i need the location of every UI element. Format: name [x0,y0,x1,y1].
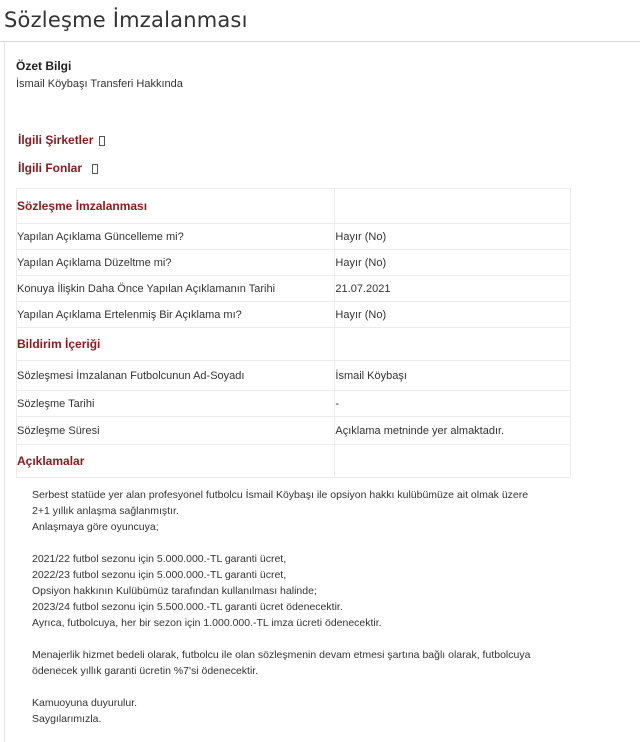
row-label: Sözleşme Süresi [17,417,335,445]
section-title-notes: Açıklamalar [17,454,85,468]
text-line: Ayrıca, futbolcuya, her bir sezon için 1.000.000.-TL imza ücreti ödenecektir. [32,617,382,629]
expand-icon [92,164,98,174]
related-funds-label: İlgili Fonlar [18,161,83,175]
text-line: 2+1 yıllık anlaşma sağlanmıştır. [32,505,179,517]
summary-text: İsmail Köybaşı Transferi Hakkında [16,78,183,90]
row-label: Konuya İlişkin Daha Önce Yapılan Açıklamanın Tarihi [17,276,335,302]
table-row [17,224,571,250]
text-line: Kamuoyuna duyurulur. [32,697,138,709]
text-line: 2022/23 futbol sezonu için 5.000.000.-TL garanti ücret, [32,569,287,581]
table-row [17,276,571,302]
text-line: Anlaşmaya göre oyuncuya; [32,521,159,533]
row-value: Hayır (No) [335,224,571,250]
table-row [17,391,571,417]
disclosure-table [16,188,571,478]
expand-icon [99,136,105,146]
row-value: Hayır (No) [335,302,571,328]
row-value: İsmail Köybaşı [335,361,571,391]
related-funds-link[interactable] [18,161,98,175]
row-value: Hayır (No) [335,250,571,276]
page-title: Sözleşme İmzalanması [4,8,248,32]
row-label: Yapılan Açıklama Ertelenmiş Bir Açıklama mı? [17,302,335,328]
row-value: 21.07.2021 [335,276,571,302]
table-row [17,361,571,391]
row-label: Yapılan Açıklama Düzeltme mi? [17,250,335,276]
section-header-row [17,328,571,361]
section-header-row [17,189,571,224]
text-line: Menajerlik hizmet bedeli olarak, futbolcu ile olan sözleşmenin devam etmesi şartına bağlı olarak, futbolcuya [32,649,531,661]
related-companies-link[interactable] [18,133,105,147]
section-header-row [17,445,571,478]
related-companies-label: İlgili Şirketler [18,133,94,147]
section-title-contract: Sözleşme İmzalanması [17,199,148,213]
table-row [17,250,571,276]
text-line: Serbest statüde yer alan profesyonel futbolcu İsmail Köybaşı ile opsiyon hakkı kulübümüze ait olmak üzere [32,489,529,501]
row-label: Sözleşme Tarihi [17,391,335,417]
text-line: 2021/22 futbol sezonu için 5.000.000.-TL garanti ücret, [32,553,287,565]
table-row [17,417,571,445]
text-line: ödenecek yıllık garanti ücretin %7'si ödenecektir. [32,665,259,677]
section-title-content: Bildirim İçeriği [17,337,101,351]
table-row [17,302,571,328]
summary-title: Özet Bilgi [16,59,72,73]
row-value: Açıklama metninde yer almaktadır. [335,417,571,445]
row-label: Sözleşmesi İmzalanan Futbolcunun Ad-Soyadı [17,361,335,391]
explanation-text [32,487,572,727]
text-line: 2023/24 futbol sezonu için 5.500.000.-TL garanti ücret ödenecektir. [32,601,343,613]
text-line: Saygılarımızla. [32,713,102,725]
text-line: Opsiyon hakkının Kulübümüz tarafından kullanılması halinde; [32,585,317,597]
row-label: Yapılan Açıklama Güncelleme mi? [17,224,335,250]
row-value: - [335,391,571,417]
